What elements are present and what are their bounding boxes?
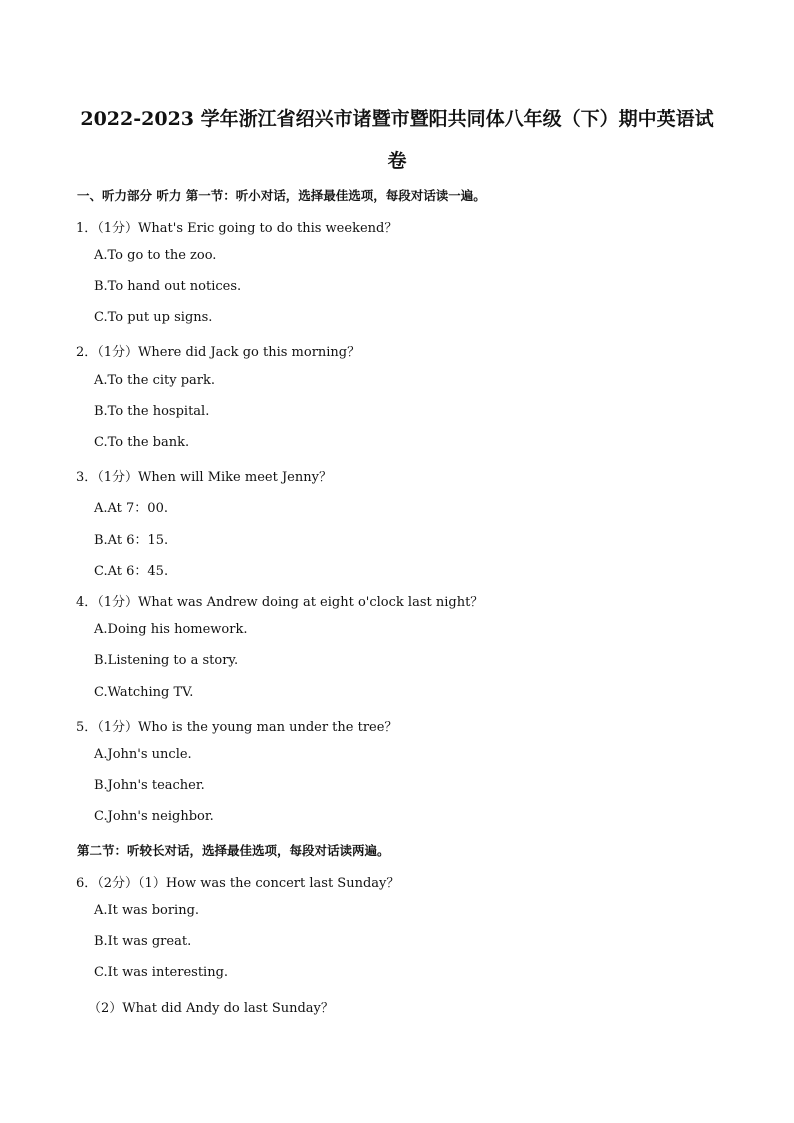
question-4-option-a: A.Doing his homework. bbox=[94, 622, 248, 637]
section-heading-listening-part1: 一、听力部分 听力 第一节：听小对话，选择最佳选项，每段对话读一遍。 bbox=[77, 188, 486, 203]
question-3-option-c: C.At 6：45. bbox=[94, 564, 169, 579]
question-4-option-b: B.Listening to a story. bbox=[94, 653, 239, 668]
section-heading-listening-part2: 第二节：听较长对话，选择最佳选项，每段对话读两遍。 bbox=[77, 843, 390, 858]
question-5-option-a: A.John's uncle. bbox=[94, 747, 192, 762]
question-1-option-c: C.To put up signs. bbox=[94, 310, 213, 325]
question-5-option-b: B.John's teacher. bbox=[94, 778, 205, 793]
exam-title-line-1: 2022-2023 学年浙江省绍兴市诸暨市暨阳共同体八年级（下）期中英语试 bbox=[80, 108, 714, 130]
question-3-stem: 3．（1分）When will Mike meet Jenny？ bbox=[76, 470, 332, 485]
question-3-option-a: A.At 7：00. bbox=[94, 501, 168, 516]
question-6-subquestion-2: （2）What did Andy do last Sunday？ bbox=[88, 1001, 334, 1016]
question-1-stem: 1．（1分）What's Eric going to do this weekend？ bbox=[76, 221, 398, 236]
question-2-option-c: C.To the bank. bbox=[94, 435, 190, 450]
question-1-option-b: B.To hand out notices. bbox=[94, 279, 242, 294]
question-5-option-c: C.John's neighbor. bbox=[94, 809, 214, 824]
question-2-option-a: A.To the city park. bbox=[94, 373, 215, 388]
question-2-option-b: B.To the hospital. bbox=[94, 404, 210, 419]
question-3-option-b: B.At 6：15. bbox=[94, 533, 169, 548]
question-2-stem: 2．（1分）Where did Jack go this morning？ bbox=[76, 345, 361, 360]
question-6-stem: 6．（2分）（1）How was the concert last Sunday？ bbox=[76, 876, 400, 891]
question-4-stem: 4．（1分）What was Andrew doing at eight o'clock last night？ bbox=[76, 595, 484, 610]
question-6-option-c: C.It was interesting. bbox=[94, 965, 229, 980]
question-6-option-a: A.It was boring. bbox=[94, 903, 200, 918]
question-6-option-b: B.It was great. bbox=[94, 934, 192, 949]
question-4-option-c: C.Watching TV. bbox=[94, 685, 194, 700]
question-5-stem: 5．（1分）Who is the young man under the tree？ bbox=[76, 720, 398, 735]
question-1-option-a: A.To go to the zoo. bbox=[94, 248, 217, 263]
exam-title-line-2: 卷 bbox=[387, 150, 407, 172]
